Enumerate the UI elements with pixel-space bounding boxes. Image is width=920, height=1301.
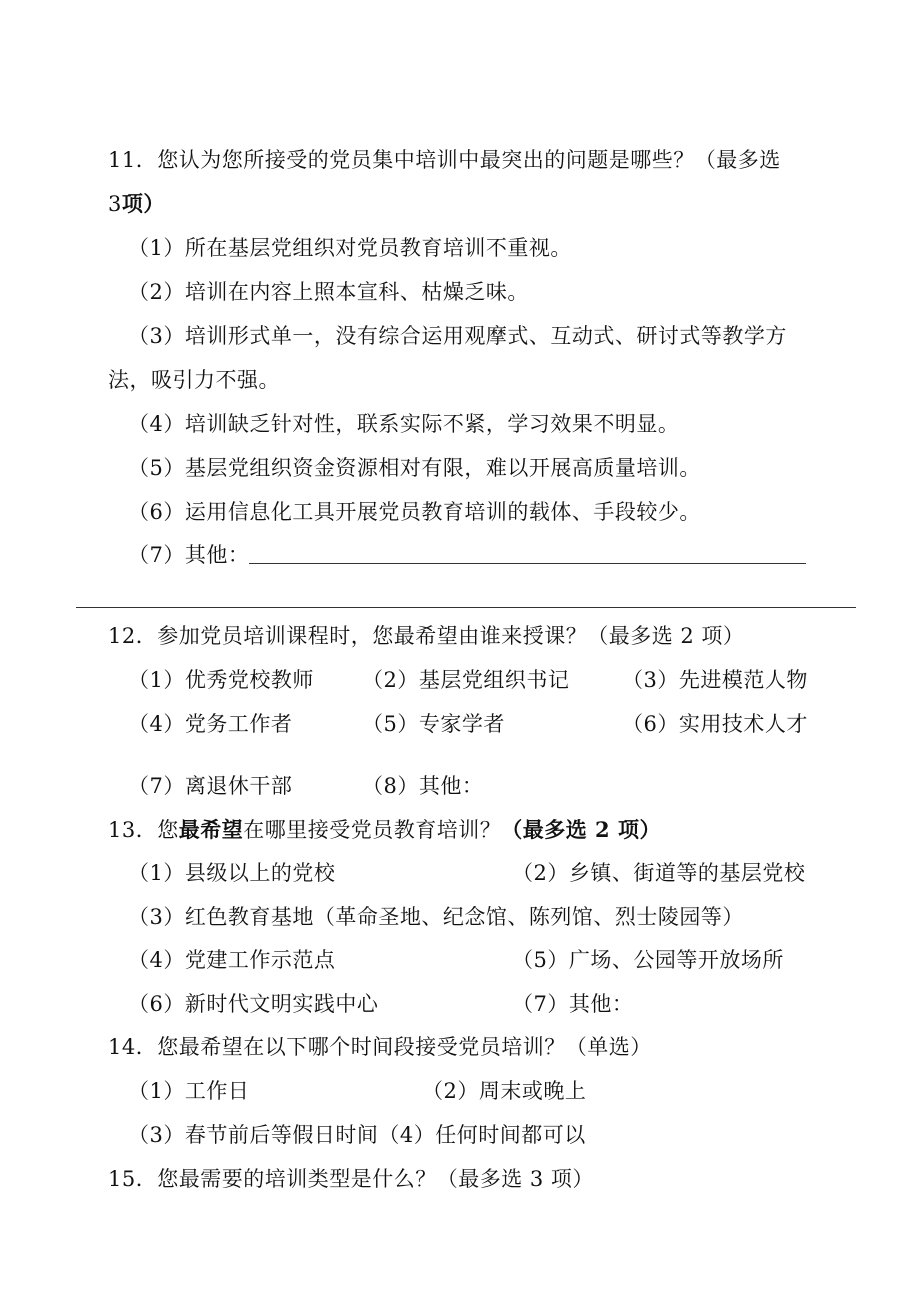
q11-stem-text: 11．您认为您所接受的党员集中培训中最突出的问题是哪些？（最多选 — [108, 148, 781, 172]
q13-stem-emphasis: 最希望 — [178, 817, 244, 842]
q11-option-5: （5）基层党组织资金资源相对有限，难以开展高质量培训。 — [128, 456, 701, 480]
q11-option-1: （1）所在基层党组织对党员教育培训不重视。 — [128, 236, 572, 260]
q12-stem: 12．参加党员培训课程时，您最希望由谁来授课？（最多选 2 项） — [108, 624, 745, 648]
q11-option-4: （4）培训缺乏针对性，联系实际不紧，学习效果不明显。 — [128, 412, 680, 436]
q12-option-4: （4）党务工作者 — [128, 712, 293, 736]
q13-stem-prefix: 13．您 — [108, 818, 179, 842]
q11-option-3-continued: 法，吸引力不强。 — [108, 368, 280, 392]
q11-option-6: （6）运用信息化工具开展党员教育培训的载体、手段较少。 — [128, 500, 701, 524]
q12-option-8: （8）其他： — [362, 774, 484, 798]
q11-option-7: （7）其他： — [128, 543, 250, 567]
q12-option-5: （5）专家学者 — [362, 712, 505, 736]
q13-option-3: （3）红色教育基地（革命圣地、纪念馆、陈列馆、烈士陵园等） — [128, 905, 744, 929]
q13-stem-body: 在哪里接受党员教育培训？ — [243, 818, 502, 842]
q12-option-6: （6）实用技术人才 — [622, 712, 808, 736]
q13-option-7: （7）其他： — [512, 992, 634, 1016]
q14-option-1: （1）工作日 — [128, 1079, 250, 1103]
q11-option-2: （2）培训在内容上照本宣科、枯燥乏味。 — [128, 280, 529, 304]
q13-option-6: （6）新时代文明实践中心 — [128, 992, 379, 1016]
q14-stem: 14．您最希望在以下哪个时间段接受党员培训？（单选） — [108, 1035, 652, 1059]
q13-stem — [108, 816, 661, 844]
q12-option-1: （1）优秀党校教师 — [128, 668, 314, 692]
q11-stem — [108, 146, 781, 174]
q11-stem-count: 3 — [108, 192, 122, 216]
q12-option-3: （3）先进模范人物 — [622, 668, 808, 692]
q12-option-7: （7）离退休干部 — [128, 774, 293, 798]
q13-option-5: （5）广场、公园等开放场所 — [512, 948, 784, 972]
section-divider — [76, 607, 856, 608]
q13-option-4: （4）党建工作示范点 — [128, 948, 336, 972]
q13-stem-limit: （最多选 2 项） — [501, 817, 661, 842]
q13-option-1: （1）县级以上的党校 — [128, 861, 336, 885]
q15-stem: 15．您最需要的培训类型是什么？（最多选 3 项） — [108, 1167, 594, 1191]
q14-option-3-4: （3）春节前后等假日时间（4）任何时间都可以 — [128, 1123, 586, 1147]
q13-option-2: （2）乡镇、街道等的基层党校 — [512, 861, 806, 885]
q14-option-2: （2）周末或晚上 — [422, 1079, 587, 1103]
q12-option-2: （2）基层党组织书记 — [362, 668, 570, 692]
q11-stem-continued — [108, 190, 165, 218]
q11-stem-unit: 项） — [121, 191, 165, 216]
q11-other-blank[interactable] — [249, 563, 806, 564]
q11-option-3: （3）培训形式单一，没有综合运用观摩式、互动式、研讨式等教学方 — [128, 324, 787, 348]
